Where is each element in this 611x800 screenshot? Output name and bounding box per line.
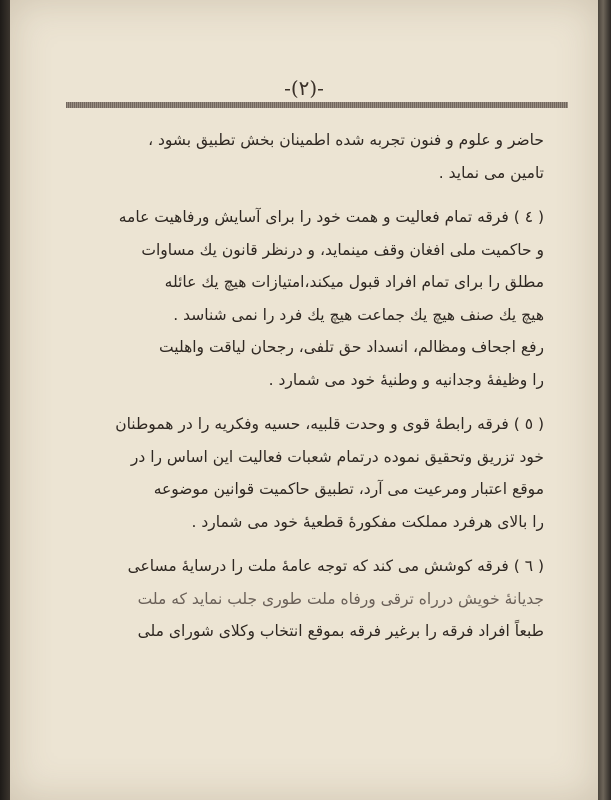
- document-page: [10, 0, 598, 800]
- book-spine-shadow: [0, 0, 10, 800]
- text-line: و حاکمیت ملی افغان وقف مینماید، و درنظر قانون یك مساوات: [141, 240, 544, 259]
- text-line: جدیانهٔ خویش درراه ترقی ورفاه ملت طوری جلب نماید که ملت: [137, 589, 544, 608]
- text-line: رفع اجحاف ومظالم، انسداد حق تلفی، رجحان لیاقت واهلیت: [159, 338, 544, 356]
- paragraph: [66, 201, 544, 396]
- text-line: طبعاً افراد فرقه را برغیر فرقه بموقع انتخاب وکلای شورای ملی: [137, 622, 544, 640]
- page-number: -(۲)-: [284, 76, 324, 100]
- text-line: هیچ یك صنف هیچ یك جماعت هیچ یك فرد را نمی شناسد .: [173, 305, 544, 324]
- text-line: حاضر و علوم و فنون تجربه شده اطمینان بخش تطبیق بشود ،: [148, 131, 544, 149]
- body-text: [66, 124, 544, 648]
- text-line: موقع اعتبار ومرعیت می آرد، تطبیق حاکمیت قوانین موضوعه: [153, 480, 544, 498]
- text-line: تامین می نماید .: [438, 163, 544, 182]
- page-edge: [598, 0, 611, 800]
- text-line: ( ٤ ) فرقه تمام فعالیت و همت خود را برای آسایش ورفاهیت عامه: [118, 208, 544, 226]
- text-line: را وظیفهٔ وجدانیه و وطنیهٔ خود می شمارد .: [268, 370, 544, 389]
- text-line: ( ٦ ) فرقه کوشش می کند که توجه عامهٔ ملت را درسایهٔ مساعی: [127, 557, 544, 575]
- text-line: را بالای هرفرد مملکت مفکورهٔ قطعیهٔ خود می شمارد .: [191, 512, 544, 531]
- header-rule: [66, 102, 568, 108]
- text-line: خود تزریق وتحقیق نموده درتمام شعبات فعالیت این اساس را در: [130, 447, 544, 466]
- paragraph: [66, 124, 544, 189]
- text-line: ( ٥ ) فرقه رابطهٔ قوی و وحدت قلبیه، حسیه وفکریه را در هموطنان: [115, 415, 544, 433]
- text-line: مطلق را برای تمام افراد قبول میکند،امتیازات هیچ یك عائله: [164, 273, 544, 291]
- paragraph: [66, 550, 544, 648]
- paragraph: [66, 408, 544, 538]
